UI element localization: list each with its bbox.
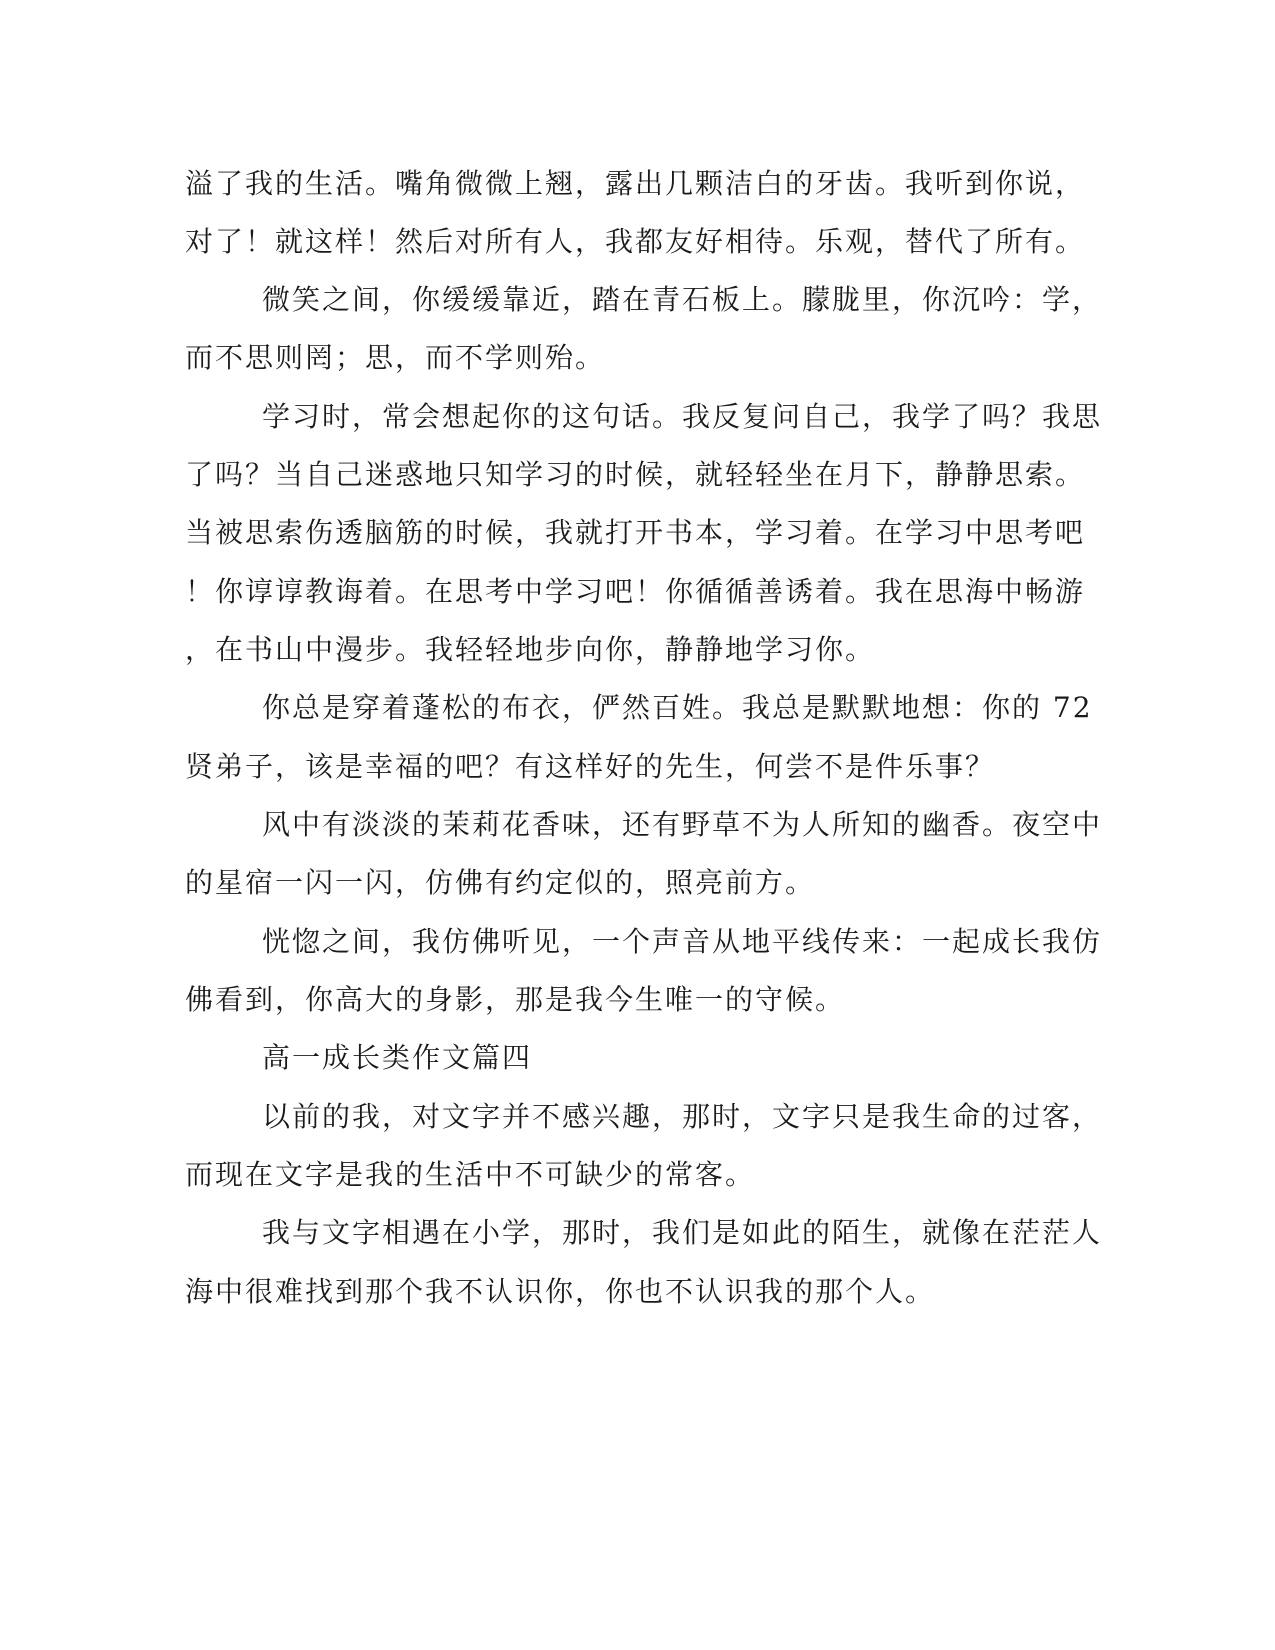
- paragraph-start-line: 学习时，常会想起你的这句话。我反复问自己，我学了吗？我思: [262, 400, 1103, 433]
- paragraph-start-line: 你总是穿着蓬松的布衣，俨然百姓。我总是默默地想：你的 72: [262, 691, 1093, 724]
- text-line: 溢了我的生活。嘴角微微上翘，露出几颗洁白的牙齿。我听到你说，: [185, 167, 1086, 200]
- text-line: 而不思则罔；思，而不学则殆。: [185, 341, 606, 374]
- text-line: 佛看到，你高大的身影，那是我今生唯一的守候。: [185, 983, 846, 1016]
- text-line: 对了！就这样！然后对所有人，我都友好相待。乐观，替代了所有。: [185, 225, 1086, 258]
- paragraph-start-line: 我与文字相遇在小学，那时，我们是如此的陌生，就像在茫茫人: [262, 1216, 1103, 1249]
- paragraph-start-line: 微笑之间，你缓缓靠近，踏在青石板上。朦胧里，你沉吟：学，: [262, 283, 1103, 316]
- text-line: ！你谆谆教诲着。在思考中学习吧！你循循善诱着。我在思海中畅游: [185, 575, 1086, 608]
- text-line: 当被思索伤透脑筋的时候，我就打开书本，学习着。在学习中思考吧: [185, 516, 1086, 549]
- text-line: 的星宿一闪一闪，仿佛有约定似的，照亮前方。: [185, 866, 816, 899]
- text-line: 海中很难找到那个我不认识你，你也不认识我的那个人。: [185, 1275, 936, 1308]
- text-line: ，在书山中漫步。我轻轻地步向你，静静地学习你。: [185, 633, 876, 666]
- text-line: 而现在文字是我的生活中不可缺少的常客。: [185, 1158, 756, 1191]
- paragraph-start-line: 恍惚之间，我仿佛听见，一个声音从地平线传来：一起成长我仿: [262, 925, 1103, 958]
- section-heading: 高一成长类作文篇四: [262, 1041, 533, 1074]
- text-line: 了吗？当自己迷惑地只知学习的时候，就轻轻坐在月下，静静思索。: [185, 458, 1086, 491]
- paragraph-start-line: 以前的我，对文字并不感兴趣，那时，文字只是我生命的过客，: [262, 1100, 1103, 1133]
- paragraph-start-line: 风中有淡淡的茉莉花香味，还有野草不为人所知的幽香。夜空中: [262, 808, 1103, 841]
- text-line: 贤弟子，该是幸福的吧？有这样好的先生，何尝不是件乐事？: [185, 750, 996, 783]
